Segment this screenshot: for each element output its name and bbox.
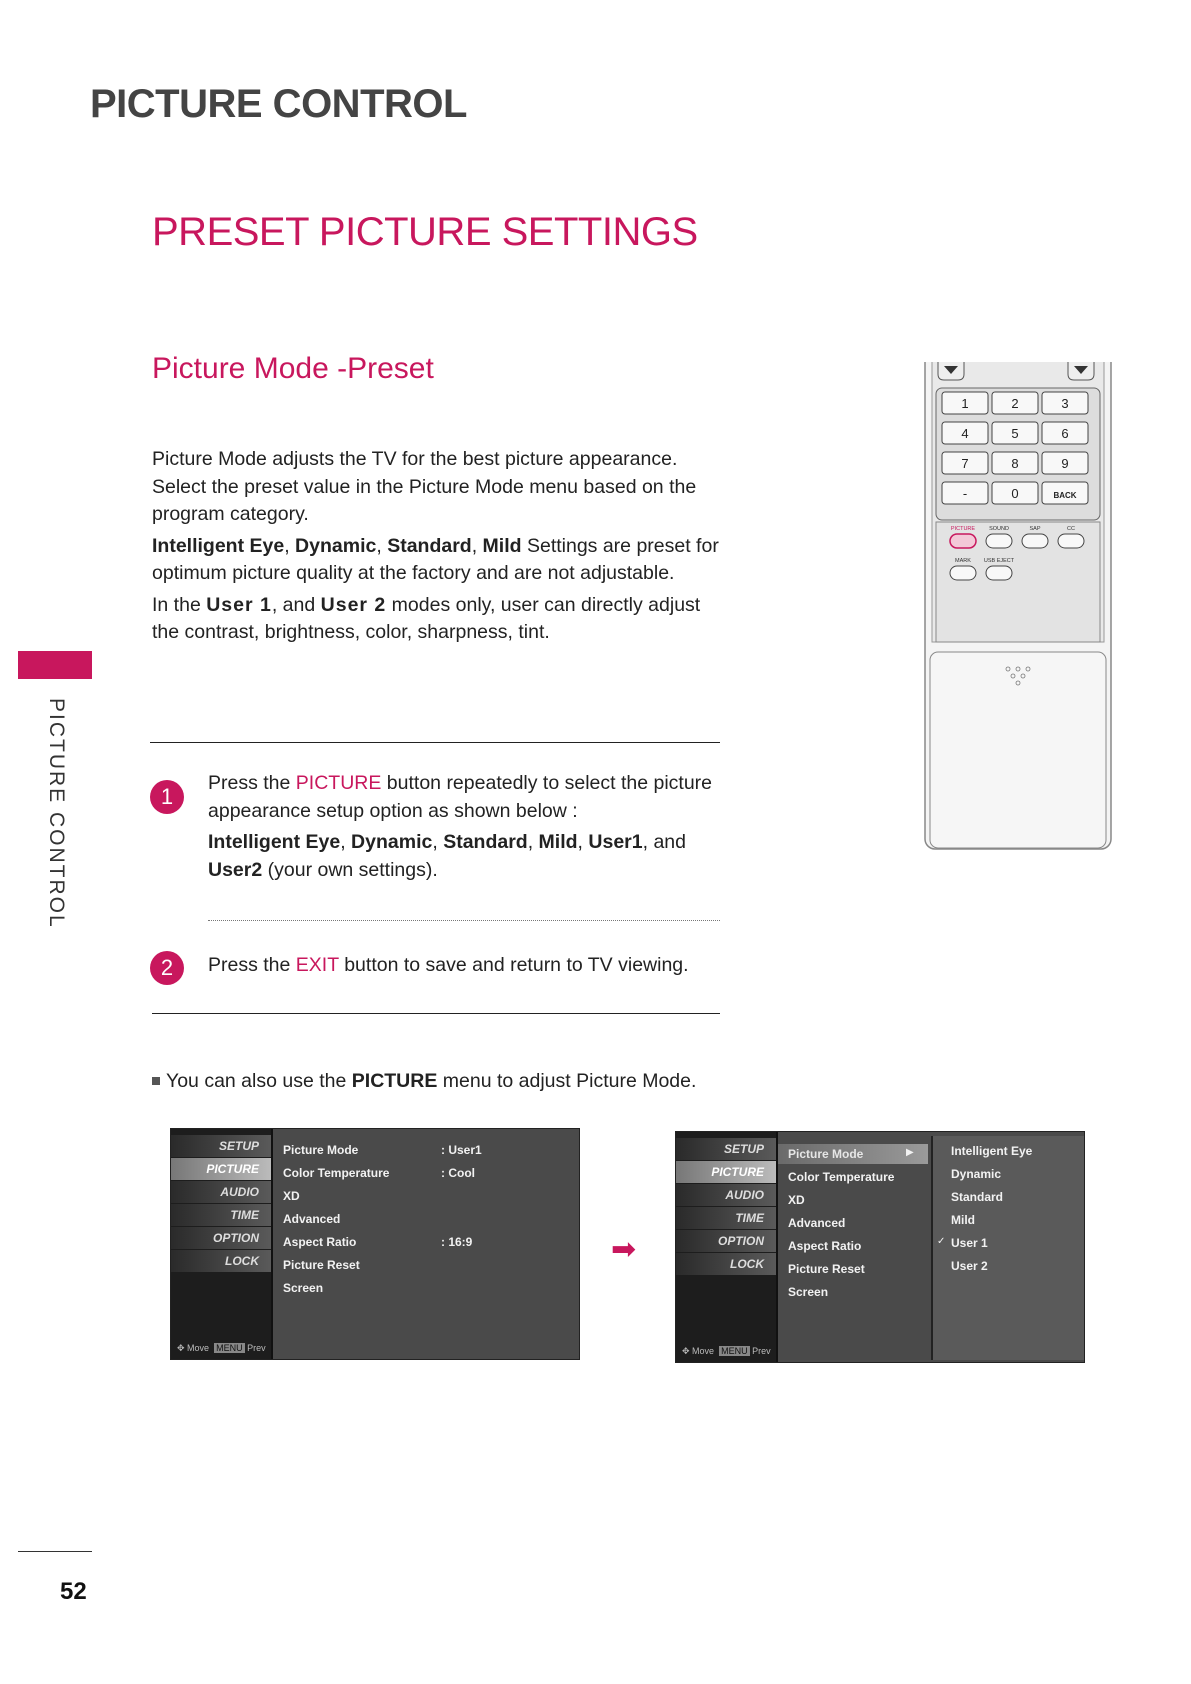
picture-button-ref: PICTURE — [295, 772, 382, 794]
osd-menu-picture-mode-open — [675, 1131, 1085, 1363]
mode-dynamic: Dynamic — [295, 534, 377, 557]
func-label: SAP — [1029, 526, 1041, 532]
intro-p3-c: modes only, user can directly adjust the contrast, brightness, color, sharpness, tint. — [152, 593, 701, 643]
osd-tab-audio[interactable]: AUDIO — [676, 1184, 776, 1206]
option-intelligent-eye: Intelligent Eye — [208, 831, 341, 853]
separator: , — [376, 534, 388, 557]
option-mild: Mild — [538, 831, 578, 853]
func-label: CC — [1067, 526, 1075, 532]
osd1-row-label[interactable]: XD — [283, 1189, 300, 1203]
option-user1: User1 — [588, 831, 643, 853]
submenu-option[interactable]: User 1 — [951, 1236, 988, 1250]
step-2-text-b: button to save and return to TV viewing. — [338, 954, 689, 976]
submenu-option[interactable]: Standard — [951, 1190, 1004, 1204]
osd-footer-move: Move — [692, 1346, 715, 1356]
osd1-row-label[interactable]: Screen — [283, 1281, 324, 1295]
osd-category-panel — [171, 1129, 273, 1359]
osd-tab-picture[interactable]: PICTURE — [171, 1158, 271, 1180]
submenu-arrow-icon: ▶ — [906, 1147, 914, 1158]
exit-button-ref: EXIT — [295, 954, 339, 976]
osd-tab-time[interactable]: TIME — [171, 1204, 271, 1226]
osd-category-panel — [676, 1132, 778, 1362]
osd-tab-setup[interactable]: SETUP — [171, 1135, 271, 1157]
section-title: PICTURE CONTROL — [90, 82, 467, 126]
sound-key — [986, 534, 1012, 548]
osd-footer-menu: MENU — [721, 1346, 748, 1356]
steps-top-rule — [150, 742, 720, 743]
options-and: , and — [642, 831, 686, 853]
osd2-row-label[interactable]: Picture Mode — [788, 1147, 864, 1161]
osd2-row-label[interactable]: Advanced — [788, 1216, 846, 1230]
osd-tab-picture[interactable]: PICTURE — [676, 1161, 776, 1183]
key-label: 8 — [1011, 456, 1019, 471]
osd2-row-label[interactable]: Screen — [788, 1285, 829, 1299]
osd2-row-label[interactable]: XD — [788, 1193, 805, 1207]
side-tab-marker — [18, 651, 92, 679]
picture-menu-ref: PICTURE — [351, 1070, 438, 1092]
key-label: 6 — [1061, 426, 1069, 441]
user1-label: User 1 — [206, 593, 272, 616]
cc-key — [1058, 534, 1084, 548]
intro-paragraph-2-rest: Settings are preset for optimum picture quality at the factory and are not adjustable. — [152, 534, 719, 584]
key-label: 3 — [1061, 396, 1069, 411]
key-label: 2 — [1011, 396, 1019, 411]
check-icon: ✓ — [937, 1236, 946, 1247]
user2-label: User 2 — [320, 593, 387, 616]
key-label: 0 — [1011, 486, 1019, 501]
page-number: 52 — [60, 1578, 87, 1605]
step-2-text-a: Press the — [208, 954, 296, 976]
key-label: - — [962, 486, 968, 501]
func-label: SOUND — [989, 526, 1009, 532]
step-1-options: Intelligent Eye, Dynamic, Standard, Mild, User1, and User2 (your own settings). — [208, 831, 686, 881]
step-1-text-b: button repeatedly to select the picture appearance setup option as shown below : — [208, 772, 713, 822]
sap-key — [1022, 534, 1048, 548]
osd1-row-value: : 16:9 — [441, 1235, 473, 1249]
separator: , — [284, 534, 296, 557]
func-label: MARK — [955, 558, 971, 564]
osd1-row-label[interactable]: Advanced — [283, 1212, 341, 1226]
mark-key — [950, 566, 976, 580]
note-text-b: menu to adjust Picture Mode. — [437, 1070, 697, 1092]
key-label: 5 — [1011, 426, 1019, 441]
osd-tab-audio[interactable]: AUDIO — [171, 1181, 271, 1203]
osd-tab-setup[interactable]: SETUP — [676, 1138, 776, 1160]
steps-bottom-rule — [152, 1013, 720, 1014]
osd-footer-prev: Prev — [752, 1346, 771, 1356]
intro-paragraph-1: Picture Mode adjusts the TV for the best picture appearance. Select the preset value in the Picture Mode menu based on the program category. — [152, 448, 697, 525]
side-tab-label: PICTURE CONTROL — [45, 698, 68, 929]
intro-p3-b: , and — [271, 593, 321, 616]
step-1-text — [208, 770, 720, 884]
osd1-row-value: : User1 — [441, 1143, 482, 1157]
intro-paragraph-3 — [152, 592, 732, 647]
usb-eject-key — [986, 566, 1012, 580]
step-1-text-a: Press the — [208, 772, 296, 794]
step-2-text — [208, 952, 720, 980]
submenu-option[interactable]: Dynamic — [951, 1167, 1002, 1181]
tip-note — [152, 1070, 696, 1093]
option-dynamic: Dynamic — [351, 831, 433, 853]
osd-tab-option[interactable]: OPTION — [676, 1230, 776, 1252]
mode-standard: Standard — [387, 534, 472, 557]
bullet-square-icon — [152, 1077, 160, 1085]
osd1-row-label[interactable]: Picture Reset — [283, 1258, 360, 1272]
osd2-row-label[interactable]: Aspect Ratio — [788, 1239, 862, 1253]
step-divider — [208, 920, 720, 921]
osd-menu-picture — [170, 1128, 580, 1360]
submenu-option[interactable]: User 2 — [951, 1259, 988, 1273]
osd1-row-label[interactable]: Aspect Ratio — [283, 1235, 357, 1249]
page-number-rule — [18, 1551, 92, 1552]
func-label: USB EJECT — [983, 558, 1015, 564]
osd-tab-time[interactable]: TIME — [676, 1207, 776, 1229]
key-label: 7 — [961, 456, 969, 471]
intro-p3-a: In the — [152, 593, 207, 616]
osd2-row-label[interactable]: Picture Reset — [788, 1262, 865, 1276]
remote-control-illustration — [924, 362, 1112, 852]
note-text-a: You can also use the — [166, 1070, 352, 1092]
osd1-row-label[interactable]: Color Temperature — [283, 1166, 390, 1180]
osd-footer-prev: Prev — [247, 1343, 266, 1353]
step-2-number: 2 — [150, 951, 184, 985]
key-label: BACK — [1053, 491, 1077, 500]
mode-mild: Mild — [482, 534, 522, 557]
osd2-row-label[interactable]: Color Temperature — [788, 1170, 895, 1184]
osd-tab-lock[interactable]: LOCK — [171, 1250, 271, 1272]
submenu-option[interactable]: Intelligent Eye — [951, 1144, 1033, 1158]
osd-footer: ✥ Move MENU Prev — [682, 1346, 771, 1356]
subtitle: Picture Mode -Preset — [152, 352, 434, 385]
mode-intelligent-eye: Intelligent Eye — [152, 534, 285, 557]
option-standard: Standard — [443, 831, 528, 853]
step-1-number: 1 — [150, 780, 184, 814]
page-title: PRESET PICTURE SETTINGS — [152, 210, 698, 254]
key-label: 4 — [961, 426, 969, 441]
picture-key — [950, 534, 976, 548]
submenu-option[interactable]: Mild — [951, 1213, 975, 1227]
intro-text — [152, 446, 732, 651]
key-label: 1 — [961, 396, 969, 411]
osd-footer-move: Move — [187, 1343, 210, 1353]
osd-footer: ✥ Move MENU Prev — [177, 1343, 266, 1353]
option-user2-note: (your own settings). — [262, 858, 438, 881]
osd1-row-label[interactable]: Picture Mode — [283, 1143, 359, 1157]
osd1-row-value: : Cool — [441, 1166, 475, 1180]
osd-footer-menu: MENU — [216, 1343, 243, 1353]
arrow-right-icon: ➡ — [611, 1233, 637, 1266]
option-user2: User2 — [208, 858, 263, 881]
osd-tab-lock[interactable]: LOCK — [676, 1253, 776, 1275]
func-label: PICTURE — [950, 526, 976, 532]
intro-paragraph-2 — [152, 533, 732, 588]
key-label: 9 — [1061, 456, 1069, 471]
osd-tab-option[interactable]: OPTION — [171, 1227, 271, 1249]
separator: , — [471, 534, 483, 557]
